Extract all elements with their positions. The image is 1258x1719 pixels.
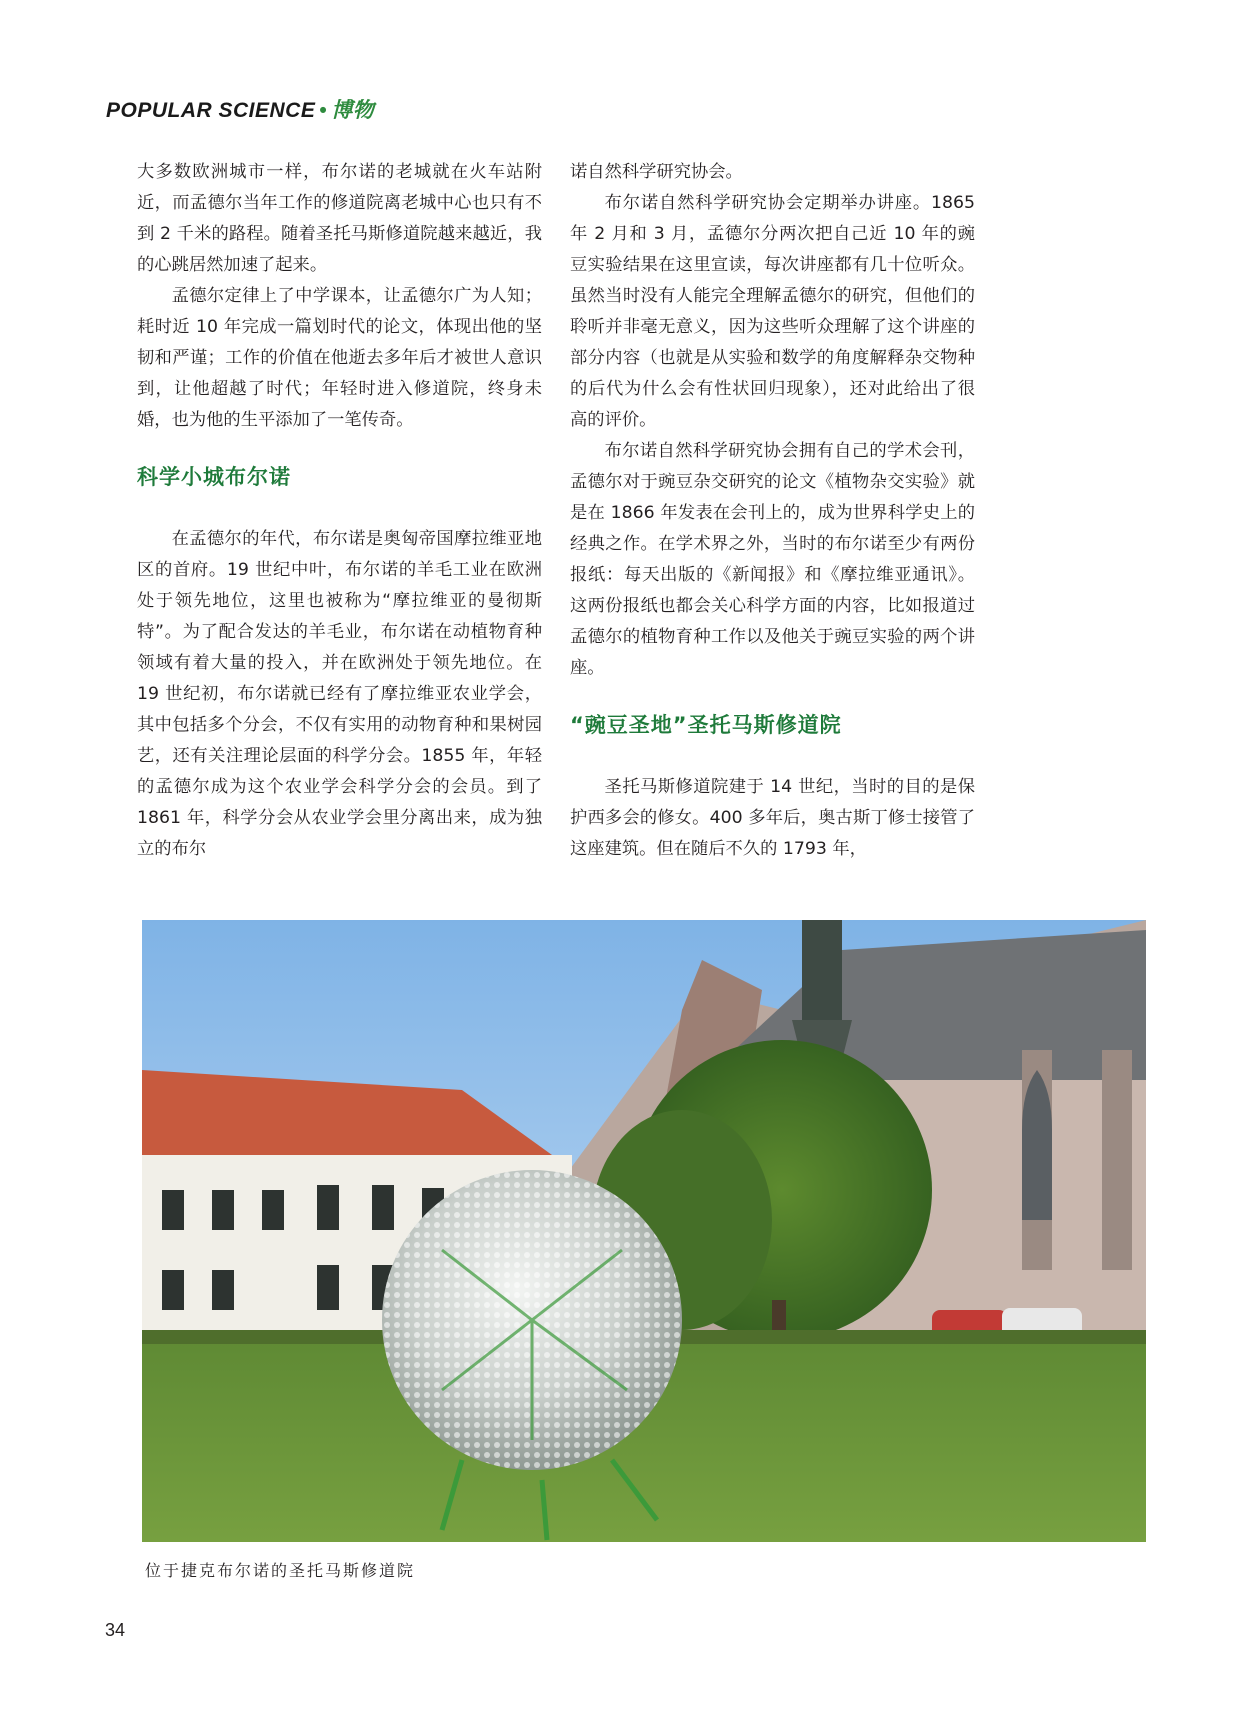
paragraph: 诺自然科学研究协会。 — [570, 162, 743, 182]
section-heading: “豌豆圣地”圣托马斯修道院 — [570, 713, 842, 737]
paragraph: 在孟德尔的年代，布尔诺是奥匈帝国摩拉维亚地区的首府。19 世纪中叶，布尔诺的羊毛工业在欧洲处于领先地位，这里也被称为“摩拉维亚的曼彻斯特”。为了配合发达的羊毛业，布尔诺在动植物育种领域有着大量的投入，并在欧洲处于领先地位。在 19 世纪初，布尔诺就已经有了摩拉维亚农业学会，其中包括多个分会，不仅有实用的动物育种和果树园艺，还有关注理论层面的科学分会。1855 年，年轻的孟德尔成为这个农业学会科学分会的会员。到了 1861 年，科学分会从农业学会里分离出来，成为独立的布尔 — [137, 529, 542, 859]
paragraph: 大多数欧洲城市一样，布尔诺的老城就在火车站附近，而孟德尔当年工作的修道院离老城中心也只有不到 2 千米的路程。随着圣托马斯修道院越来越近，我的心跳居然加速了起来。 — [137, 162, 542, 275]
section-heading: 科学小城布尔诺 — [137, 465, 291, 489]
left-column — [137, 157, 542, 865]
header-section-tag: 博物 — [331, 98, 375, 122]
header-separator: • — [319, 99, 328, 122]
paragraph: 圣托马斯修道院建于 14 世纪，当时的目的是保护西多会的修女。400 多年后，奥古斯丁修士接管了这座建筑。但在随后不久的 1793 年， — [570, 777, 975, 859]
paragraph: 布尔诺自然科学研究协会拥有自己的学术会刊，孟德尔对于豌豆杂交研究的论文《植物杂交实验》就是在 1866 年发表在会刊上的，成为世界科学史上的经典之作。在学术界之外，当时的布尔诺至少有两份报纸：每天出版的《新闻报》和《摩拉维亚通讯》。这两份报纸也都会关心科学方面的内容，比如报道过孟德尔的植物育种工作以及他关于豌豆实验的两个讲座。 — [570, 441, 975, 678]
abbey-photo — [142, 920, 1146, 1542]
page-number: 34 — [105, 1620, 126, 1640]
paragraph: 布尔诺自然科学研究协会定期举办讲座。1865 年 2 月和 3 月，孟德尔分两次把自己近 10 年的豌豆实验结果在这里宣读，每次讲座都有几十位听众。虽然当时没有人能完全理解孟德尔的研究，但他们的聆听并非毫无意义，因为这些听众理解了这个讲座的部分内容（也就是从实验和数学的角度解释杂交物种的后代为什么会有性状回归现象），还对此给出了很高的评价。 — [570, 193, 975, 430]
paragraph: 孟德尔定律上了中学课本，让孟德尔广为人知；耗时近 10 年完成一篇划时代的论文，体现出他的坚韧和严谨；工作的价值在他逝去多年后才被世人意识到，让他超越了时代；年轻时进入修道院，终身未婚，也为他的生平添加了一笔传奇。 — [137, 286, 542, 430]
photo-caption: 位于捷克布尔诺的圣托马斯修道院 — [145, 1561, 416, 1580]
magazine-header — [106, 94, 374, 124]
right-column — [570, 157, 975, 865]
abbey-illustration — [142, 920, 1146, 1542]
header-title: POPULAR SCIENCE — [106, 99, 316, 122]
